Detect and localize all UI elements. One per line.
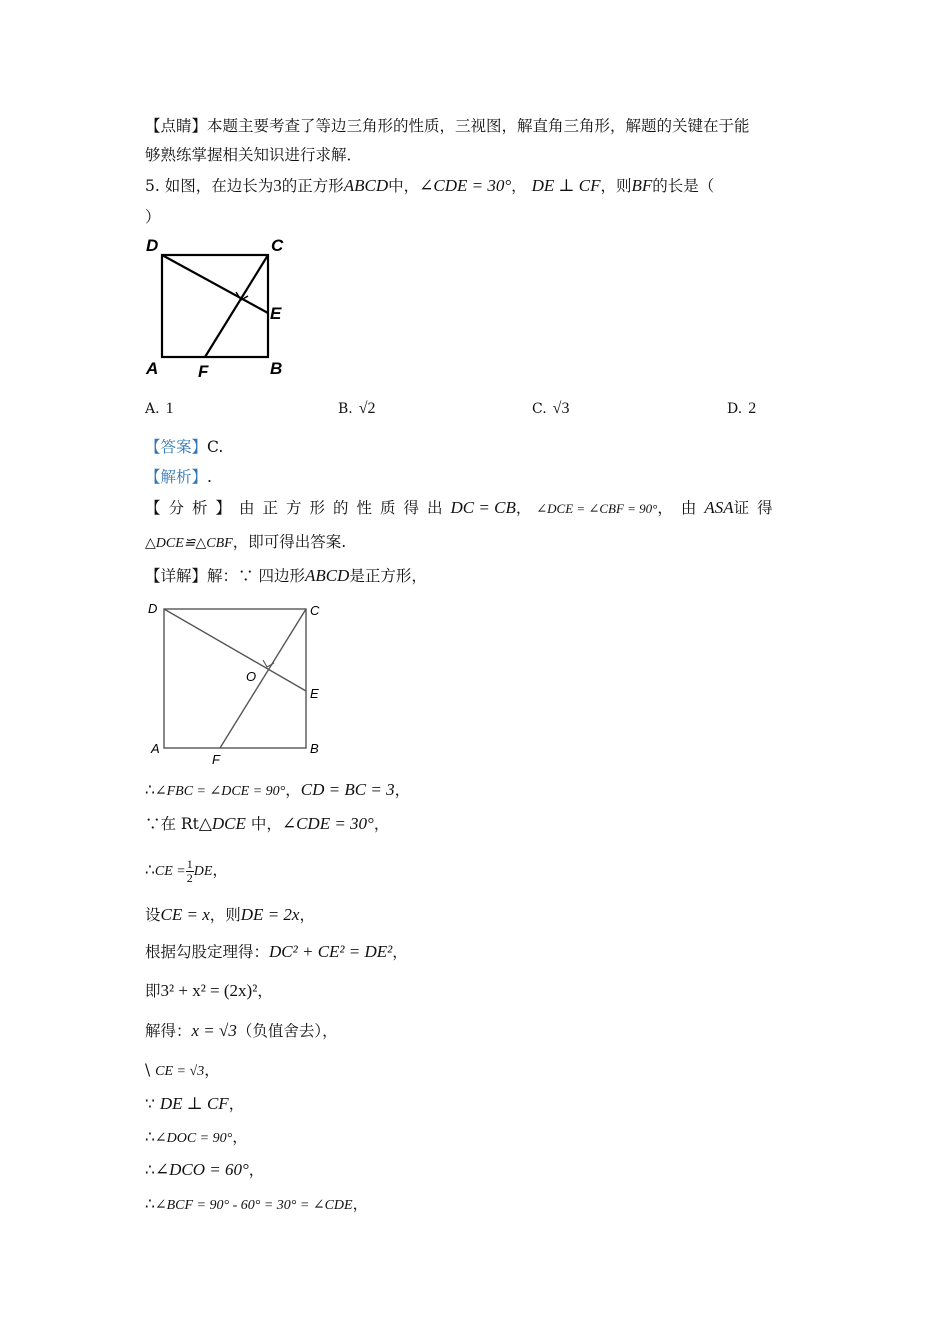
step-4-post-2: ， <box>299 906 315 924</box>
label-c: C <box>271 236 284 255</box>
label-e: E <box>270 304 282 323</box>
step-2 <box>145 814 389 834</box>
option-d[interactable] <box>727 400 756 418</box>
fenxi-line-2 <box>145 532 346 554</box>
detail-text: 解：∵ 四边形 <box>207 567 305 585</box>
step-2-post: 中， <box>245 815 282 833</box>
step-1-post: ， <box>285 781 301 799</box>
step-3-post: ， <box>212 861 228 879</box>
option-d-letter: D. <box>727 401 743 417</box>
step-2-post-2: ， <box>373 815 390 833</box>
segment-de <box>162 255 268 313</box>
step-12-post: ， <box>352 1195 369 1213</box>
fenxi-text-2: ，由 <box>657 499 705 517</box>
step-6-pre: 即 <box>145 982 161 1000</box>
detail-line <box>145 566 427 586</box>
option-c-value: √3 <box>552 400 570 417</box>
step-11 <box>145 1160 264 1180</box>
step-8 <box>145 1060 220 1082</box>
question-line: 5. 如图，在边长为3的正方形ABCD中，∠CDE = 30°， DE ⊥ CF，则BF的长是（ <box>145 176 715 195</box>
option-b-letter: B. <box>338 401 353 417</box>
label-f-2: F <box>212 752 220 767</box>
detail-square: ABCD <box>304 566 350 585</box>
fenxi-tag: 【分析】 <box>145 499 240 517</box>
option-c[interactable] <box>532 400 569 418</box>
option-a-letter: A. <box>145 401 160 417</box>
step-1 <box>145 780 410 802</box>
step-10-pre: ∴ <box>145 1128 155 1146</box>
step-8-pre: \ <box>145 1061 151 1079</box>
step-9-pre: ∵ <box>145 1095 155 1113</box>
question-number: 5. 如图，在边长为 <box>145 177 274 195</box>
fraction-numerator: 1 <box>186 856 193 871</box>
option-c-letter: C. <box>532 401 547 417</box>
segment-cf-2 <box>220 609 306 748</box>
step-2-math-2: ∠CDE = 30° <box>281 814 374 833</box>
step-12 <box>145 1194 368 1216</box>
step-5-math: DC² + CE² = DE² <box>269 942 393 961</box>
label-a: A <box>146 359 159 378</box>
step-7-post: （负值舍去）， <box>236 1022 338 1040</box>
step-1-post-2: ， <box>394 781 411 799</box>
step-3-fraction <box>186 858 194 885</box>
question-text-d: 的长是（ <box>652 177 715 195</box>
step-5 <box>145 942 408 962</box>
fraction-denominator: 2 <box>186 870 193 885</box>
option-d-value: 2 <box>748 400 757 417</box>
fenxi-asa: ASA <box>704 498 734 517</box>
fenxi-congruence: △DCE≌△CBF <box>145 536 233 551</box>
step-12-math: ∠BCF = 90° - 60° = 30° = ∠CDE <box>154 1198 353 1213</box>
step-5-pre: 根据勾股定理得： <box>145 943 270 961</box>
question-text-a: 的正方形 <box>281 177 344 195</box>
step-9 <box>145 1094 244 1114</box>
label-d: D <box>146 236 159 255</box>
label-b: B <box>270 359 283 378</box>
step-4-math-2: DE = 2x <box>240 905 300 924</box>
step-2-pre: ∵在 Rt <box>145 815 199 833</box>
fenxi-eq-1: DC = CB <box>450 498 516 517</box>
detail-tag: 【详解】 <box>145 567 208 585</box>
step-2-math: △DCE <box>198 814 246 833</box>
step-12-pre: ∴ <box>145 1195 155 1213</box>
right-angle-mark-2 <box>263 660 274 667</box>
fenxi-text-4: ，即可得出答案. <box>232 533 347 551</box>
label-c-2: C <box>310 603 320 618</box>
step-6 <box>145 981 273 1001</box>
step-4 <box>145 905 315 925</box>
question-square: ABCD <box>343 176 389 195</box>
analysis-line <box>145 467 212 487</box>
question-angle: ∠CDE = 30° <box>419 176 512 195</box>
answer-tag: 【答案】 <box>145 438 208 456</box>
step-10 <box>145 1127 248 1149</box>
question-side: 3 <box>273 176 282 195</box>
label-d-2: D <box>148 601 158 616</box>
segment-cf <box>205 255 268 357</box>
option-b[interactable] <box>338 400 376 418</box>
step-6-math: 3² + x² = (2x)² <box>160 981 258 1000</box>
step-7-pre: 解得： <box>145 1022 192 1040</box>
step-7-math: x = √3 <box>191 1021 237 1040</box>
step-7 <box>145 1021 338 1041</box>
label-b-2: B <box>310 741 319 756</box>
figure-2-square <box>140 595 340 770</box>
step-11-math: ∠DCO = 60° <box>154 1160 249 1179</box>
fenxi-line-1: 【分析】由正方形的性质得出DC = CB， ∠DCE = ∠CBF = 90°，由ASA证得 <box>145 498 781 517</box>
question-text-c: ，则 <box>600 177 632 195</box>
label-e-2: E <box>310 686 319 701</box>
step-6-post: ， <box>257 982 273 1000</box>
step-3-math-2: DE <box>193 864 213 879</box>
answer-value: C. <box>207 438 224 456</box>
step-4-math: CE = x <box>160 905 210 924</box>
fenxi-eq-2: ∠DCE = ∠CBF = 90° <box>536 501 658 516</box>
dianjing-line-1 <box>145 116 750 136</box>
dianjing-line-2: 够熟练掌握相关知识进行求解． <box>145 146 363 164</box>
step-11-pre: ∴ <box>145 1161 155 1179</box>
label-o-2: O <box>246 669 257 684</box>
dianjing-text-1: 本题主要考查了等边三角形的性质，三视图，解直角三角形，解题的关键在于能 <box>207 117 750 135</box>
step-8-math: CE = √3 <box>155 1064 205 1079</box>
detail-text-2: 是正方形， <box>349 567 427 585</box>
question-bf: BF <box>631 176 653 195</box>
step-8-post: ， <box>204 1061 220 1079</box>
step-9-post: ， <box>228 1095 245 1113</box>
analysis-tag: 【解析】 <box>145 468 208 486</box>
label-f: F <box>198 362 209 381</box>
step-4-pre: 设 <box>145 906 161 924</box>
step-10-math: ∠DOC = 90° <box>154 1131 233 1146</box>
step-4-post: ，则 <box>209 906 241 924</box>
step-9-math: DE ⊥ CF <box>159 1094 229 1113</box>
question-perp: DE ⊥ CF <box>531 176 601 195</box>
option-a[interactable] <box>145 400 174 418</box>
fenxi-text-1: 由正方形的性质得出 <box>239 499 451 517</box>
label-a-2: A <box>151 741 160 756</box>
step-1-math-2: CD = BC = 3 <box>300 780 395 799</box>
question-close: ） <box>145 208 161 226</box>
option-a-value: 1 <box>165 400 174 417</box>
step-1-pre: ∴ <box>145 781 155 799</box>
figure-1-square <box>140 230 310 385</box>
step-11-post: ， <box>248 1161 265 1179</box>
option-b-value: √2 <box>358 400 376 417</box>
step-3-pre: ∴ <box>145 861 155 879</box>
step-5-post: ， <box>392 943 408 961</box>
fenxi-text-3: 证得 <box>733 499 781 517</box>
dianjing-tag: 【点睛】 <box>145 117 208 135</box>
step-1-math: ∠FBC = ∠DCE = 90° <box>154 784 286 799</box>
step-3-math: CE = <box>154 864 186 879</box>
analysis-value: . <box>207 468 212 486</box>
step-3 <box>145 852 228 888</box>
segment-de-2 <box>164 609 306 691</box>
answer-line <box>145 437 223 457</box>
question-text-b: 中， <box>388 177 420 195</box>
step-10-post: ， <box>232 1128 248 1146</box>
